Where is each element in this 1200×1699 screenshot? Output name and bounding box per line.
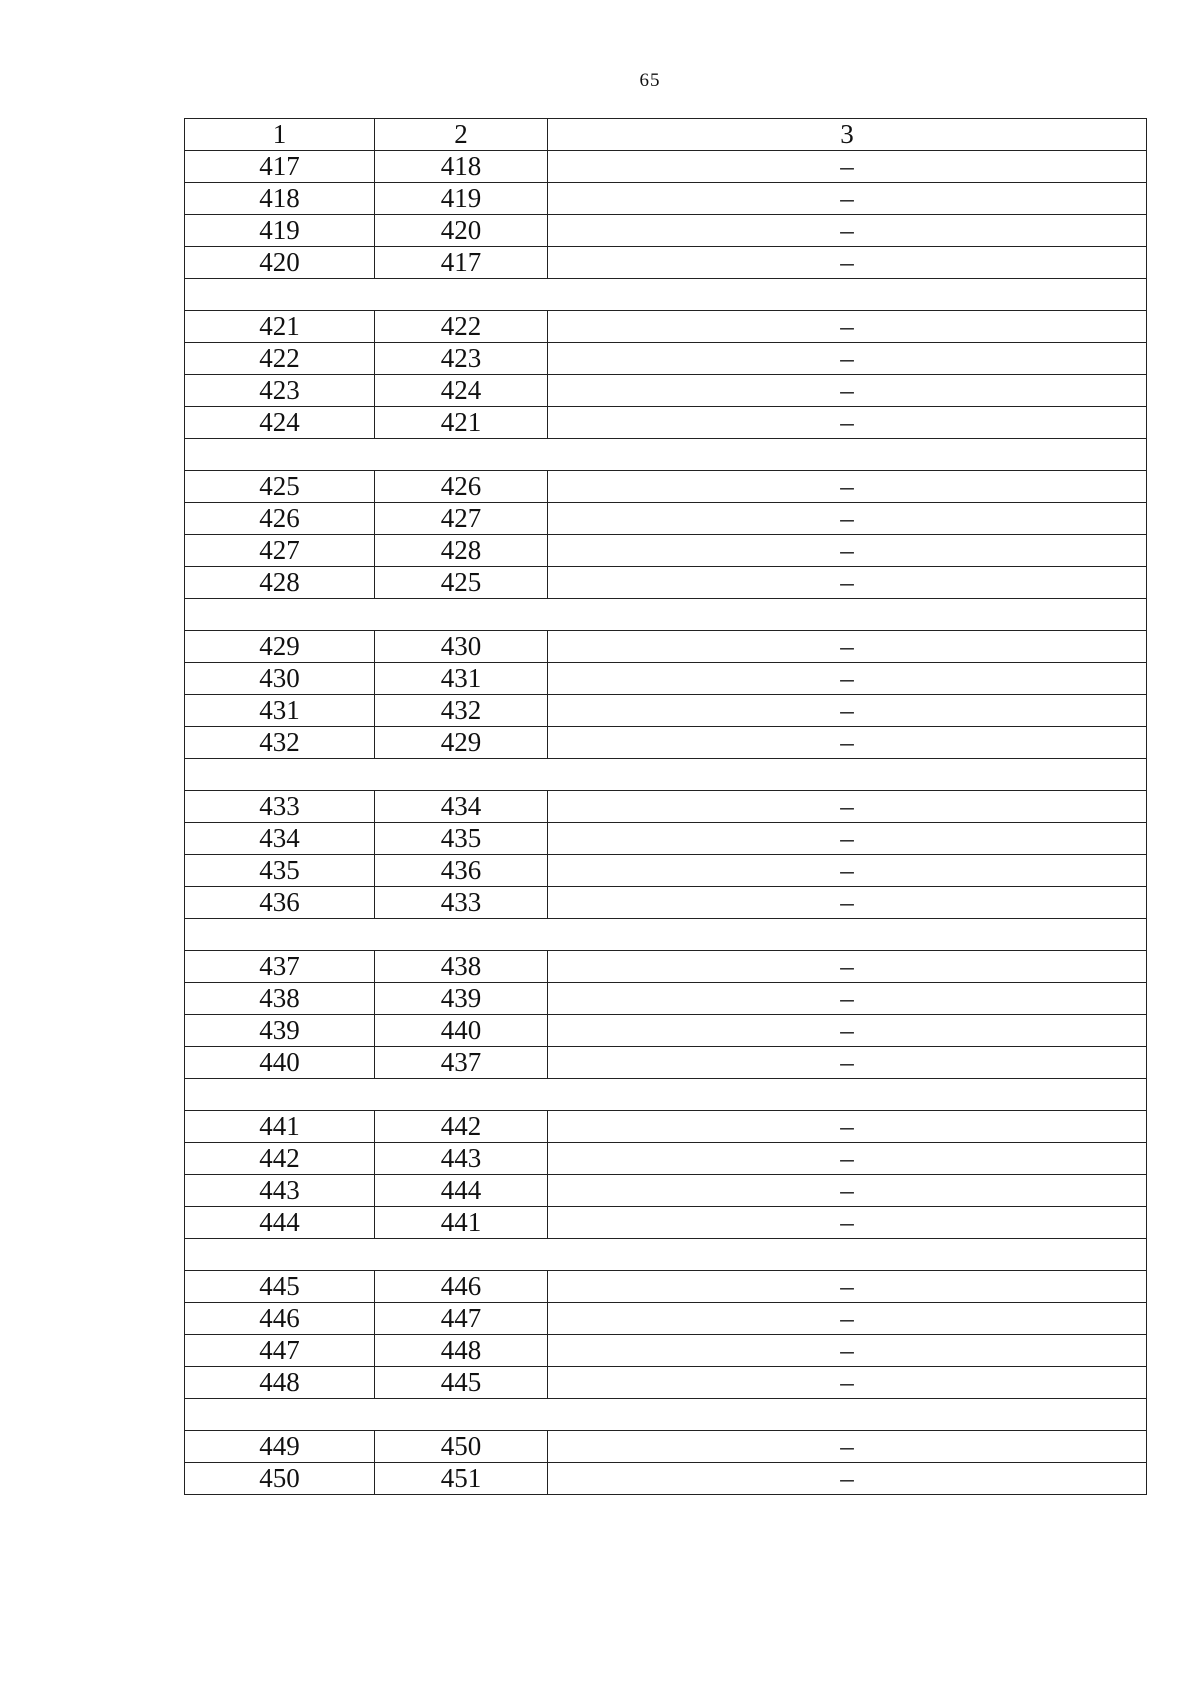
table-cell-col3: – xyxy=(548,151,1147,183)
table-row xyxy=(185,663,1147,695)
table-cell-col1: 418 xyxy=(185,183,375,215)
table-cell-col1: 437 xyxy=(185,951,375,983)
group-separator-row xyxy=(185,599,1147,631)
table-cell-col2: 442 xyxy=(375,1111,548,1143)
table-row xyxy=(185,1111,1147,1143)
table-cell-col1: 448 xyxy=(185,1367,375,1399)
header-cell-col3: 3 xyxy=(548,119,1147,151)
table-cell-col2: 441 xyxy=(375,1207,548,1239)
group-separator-row xyxy=(185,759,1147,791)
table-cell-col3: – xyxy=(548,1175,1147,1207)
table-cell-col2: 423 xyxy=(375,343,548,375)
table-cell-col2: 424 xyxy=(375,375,548,407)
table-cell-col1: 417 xyxy=(185,151,375,183)
table-cell-col1: 441 xyxy=(185,1111,375,1143)
table-cell-col2: 420 xyxy=(375,215,548,247)
table-row xyxy=(185,1463,1147,1495)
table-cell-col3: – xyxy=(548,951,1147,983)
table-row xyxy=(185,1271,1147,1303)
table-row xyxy=(185,631,1147,663)
table-cell-col1: 445 xyxy=(185,1271,375,1303)
group-separator-cell xyxy=(185,759,1147,791)
table-body xyxy=(185,119,1147,1495)
table-cell-col1: 439 xyxy=(185,1015,375,1047)
table-cell-col2: 447 xyxy=(375,1303,548,1335)
table-row xyxy=(185,1047,1147,1079)
table-cell-col3: – xyxy=(548,503,1147,535)
table-cell-col1: 427 xyxy=(185,535,375,567)
table-cell-col3: – xyxy=(548,887,1147,919)
table-cell-col3: – xyxy=(548,375,1147,407)
table-row xyxy=(185,1015,1147,1047)
table-cell-col3: – xyxy=(548,343,1147,375)
table-row xyxy=(185,375,1147,407)
table-cell-col1: 446 xyxy=(185,1303,375,1335)
table-row xyxy=(185,311,1147,343)
table-cell-col2: 425 xyxy=(375,567,548,599)
table-cell-col1: 428 xyxy=(185,567,375,599)
table-cell-col2: 436 xyxy=(375,855,548,887)
table-cell-col3: – xyxy=(548,247,1147,279)
table-cell-col2: 439 xyxy=(375,983,548,1015)
table-row xyxy=(185,727,1147,759)
table-cell-col1: 447 xyxy=(185,1335,375,1367)
table-cell-col2: 445 xyxy=(375,1367,548,1399)
table-cell-col1: 421 xyxy=(185,311,375,343)
table-cell-col3: – xyxy=(548,1143,1147,1175)
group-separator-cell xyxy=(185,1079,1147,1111)
table-cell-col1: 438 xyxy=(185,983,375,1015)
table-cell-col1: 429 xyxy=(185,631,375,663)
table-cell-col3: – xyxy=(548,1463,1147,1495)
table-cell-col3: – xyxy=(548,215,1147,247)
table-row xyxy=(185,695,1147,727)
header-cell-col2: 2 xyxy=(375,119,548,151)
table-cell-col2: 419 xyxy=(375,183,548,215)
table-row xyxy=(185,887,1147,919)
table-row xyxy=(185,1175,1147,1207)
table-row xyxy=(185,791,1147,823)
table-row xyxy=(185,407,1147,439)
table-row xyxy=(185,951,1147,983)
table-cell-col2: 435 xyxy=(375,823,548,855)
group-separator-cell xyxy=(185,279,1147,311)
table-cell-col1: 436 xyxy=(185,887,375,919)
table-cell-col3: – xyxy=(548,663,1147,695)
table-row xyxy=(185,1143,1147,1175)
group-separator-row xyxy=(185,919,1147,951)
table-cell-col3: – xyxy=(548,1367,1147,1399)
table-cell-col3: – xyxy=(548,1207,1147,1239)
table-cell-col2: 440 xyxy=(375,1015,548,1047)
group-separator-cell xyxy=(185,599,1147,631)
table-row xyxy=(185,471,1147,503)
table-row xyxy=(185,151,1147,183)
table-row xyxy=(185,183,1147,215)
table-cell-col2: 451 xyxy=(375,1463,548,1495)
table-row xyxy=(185,1207,1147,1239)
group-separator-row xyxy=(185,279,1147,311)
group-separator-cell xyxy=(185,1239,1147,1271)
table-cell-col1: 422 xyxy=(185,343,375,375)
table-row xyxy=(185,535,1147,567)
table-row xyxy=(185,1431,1147,1463)
group-separator-row xyxy=(185,1079,1147,1111)
table-cell-col1: 440 xyxy=(185,1047,375,1079)
table-row xyxy=(185,855,1147,887)
table-row xyxy=(185,343,1147,375)
table-cell-col1: 424 xyxy=(185,407,375,439)
table-cell-col2: 433 xyxy=(375,887,548,919)
group-separator-cell xyxy=(185,1399,1147,1431)
table-cell-col3: – xyxy=(548,1271,1147,1303)
table-cell-col2: 430 xyxy=(375,631,548,663)
table-row xyxy=(185,1335,1147,1367)
group-separator-cell xyxy=(185,919,1147,951)
table-cell-col1: 449 xyxy=(185,1431,375,1463)
table-row xyxy=(185,215,1147,247)
table-cell-col3: – xyxy=(548,1431,1147,1463)
table-cell-col1: 431 xyxy=(185,695,375,727)
page-number: 65 xyxy=(639,70,661,91)
table-cell-col3: – xyxy=(548,183,1147,215)
table-cell-col3: – xyxy=(548,1335,1147,1367)
table-row xyxy=(185,567,1147,599)
table-row xyxy=(185,823,1147,855)
table-cell-col2: 438 xyxy=(375,951,548,983)
table-row xyxy=(185,247,1147,279)
table-row xyxy=(185,983,1147,1015)
table-cell-col3: – xyxy=(548,823,1147,855)
table-cell-col1: 444 xyxy=(185,1207,375,1239)
table-cell-col1: 432 xyxy=(185,727,375,759)
table-cell-col2: 434 xyxy=(375,791,548,823)
table-cell-col1: 450 xyxy=(185,1463,375,1495)
table-cell-col2: 422 xyxy=(375,311,548,343)
group-separator-row xyxy=(185,1399,1147,1431)
table-cell-col2: 426 xyxy=(375,471,548,503)
table-cell-col3: – xyxy=(548,695,1147,727)
table-cell-col2: 429 xyxy=(375,727,548,759)
table-cell-col3: – xyxy=(548,1111,1147,1143)
table-row xyxy=(185,1367,1147,1399)
table-cell-col2: 446 xyxy=(375,1271,548,1303)
table-cell-col1: 420 xyxy=(185,247,375,279)
table-cell-col3: – xyxy=(548,535,1147,567)
table-cell-col1: 443 xyxy=(185,1175,375,1207)
table-cell-col2: 418 xyxy=(375,151,548,183)
group-separator-row xyxy=(185,1239,1147,1271)
table-cell-col1: 426 xyxy=(185,503,375,535)
table-cell-col2: 427 xyxy=(375,503,548,535)
table-row xyxy=(185,503,1147,535)
table-cell-col2: 432 xyxy=(375,695,548,727)
table-cell-col2: 421 xyxy=(375,407,548,439)
table-cell-col2: 448 xyxy=(375,1335,548,1367)
table-cell-col3: – xyxy=(548,727,1147,759)
table-cell-col2: 417 xyxy=(375,247,548,279)
table-cell-col3: – xyxy=(548,1015,1147,1047)
table-cell-col3: – xyxy=(548,791,1147,823)
table-cell-col2: 444 xyxy=(375,1175,548,1207)
header-cell-col1: 1 xyxy=(185,119,375,151)
table-cell-col1: 419 xyxy=(185,215,375,247)
table-cell-col2: 450 xyxy=(375,1431,548,1463)
table-cell-col1: 435 xyxy=(185,855,375,887)
table-cell-col1: 430 xyxy=(185,663,375,695)
table-cell-col1: 433 xyxy=(185,791,375,823)
data-table xyxy=(184,118,1147,1495)
table-cell-col3: – xyxy=(548,311,1147,343)
table-cell-col3: – xyxy=(548,983,1147,1015)
table-cell-col3: – xyxy=(548,567,1147,599)
table-cell-col2: 431 xyxy=(375,663,548,695)
table-cell-col2: 437 xyxy=(375,1047,548,1079)
table-cell-col3: – xyxy=(548,855,1147,887)
table-cell-col3: – xyxy=(548,407,1147,439)
table-cell-col3: – xyxy=(548,471,1147,503)
table-cell-col1: 442 xyxy=(185,1143,375,1175)
table-header-row xyxy=(185,119,1147,151)
table-cell-col3: – xyxy=(548,631,1147,663)
table-cell-col2: 443 xyxy=(375,1143,548,1175)
table-cell-col1: 425 xyxy=(185,471,375,503)
group-separator-row xyxy=(185,439,1147,471)
table-cell-col3: – xyxy=(548,1047,1147,1079)
table-cell-col3: – xyxy=(548,1303,1147,1335)
table-cell-col1: 434 xyxy=(185,823,375,855)
table-cell-col1: 423 xyxy=(185,375,375,407)
group-separator-cell xyxy=(185,439,1147,471)
table-row xyxy=(185,1303,1147,1335)
table-cell-col2: 428 xyxy=(375,535,548,567)
